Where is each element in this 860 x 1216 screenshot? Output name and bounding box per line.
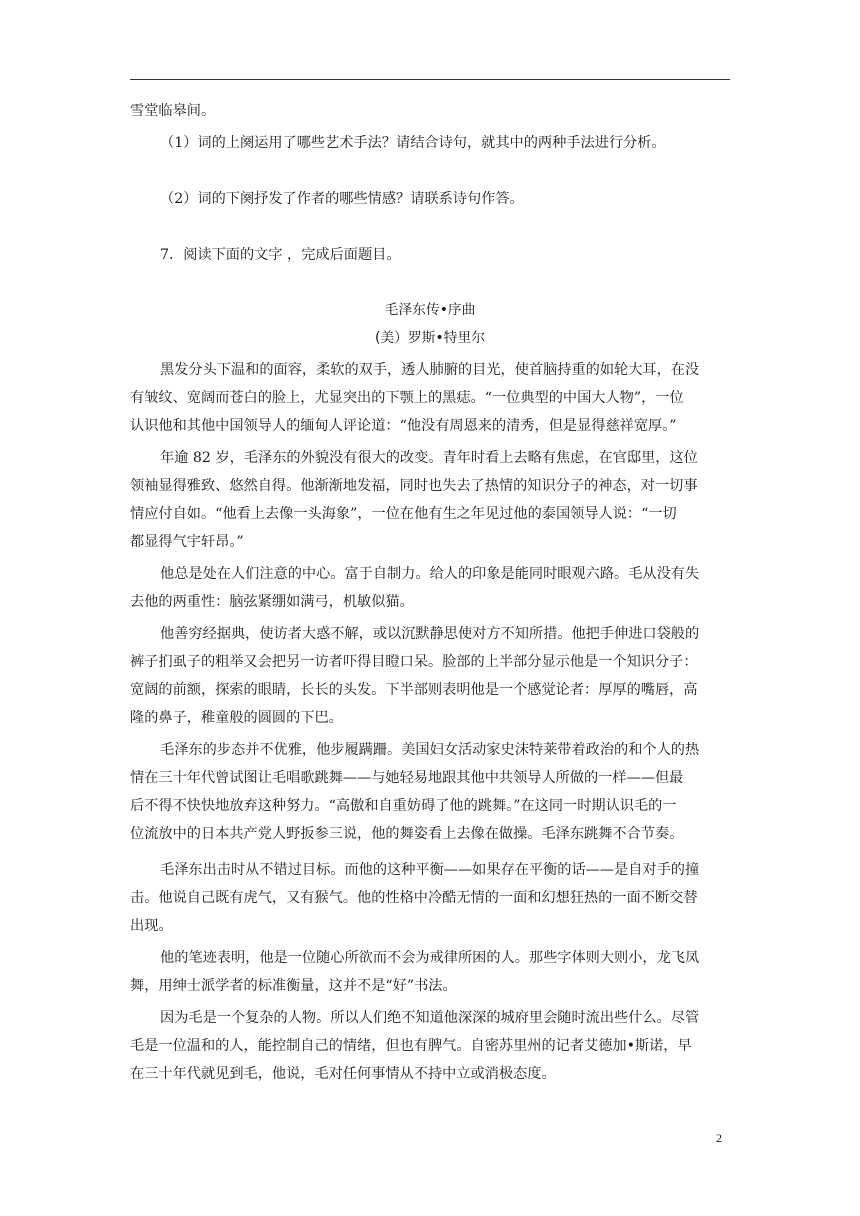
article-line: 情在三十年代曾试图让毛唱歌跳舞——与她轻易地跟其他中共领导人所做的一样——但最 — [130, 770, 684, 786]
article-line: 舞，用绅士派学者的标准衡量，这并不是“好”书法。 — [130, 978, 457, 994]
article-line: 因为毛是一个复杂的人物。所以人们绝不知道他深深的城府里会随时流出些什么。尽管 — [160, 1010, 700, 1026]
article-title: 毛泽东传•序曲 — [384, 302, 476, 318]
article-author: (美）罗斯•特里尔 — [374, 330, 486, 346]
article-line: 有皱纹、宽阔而苍白的脸上，尤显突出的下颚上的黑痣。“一位典型的中国大人物”，一位 — [130, 390, 684, 406]
article-line: 位流放中的日本共产党人野扳参三说，他的舞姿看上去像在做操。毛泽东跳舞不合节奏。 — [130, 826, 684, 842]
article-line: 裤子扪虱子的粗举又会把另一访者吓得目瞪口呆。脸部的上半部分显示他是一个知识分子： — [130, 654, 698, 670]
article-line: 在三十年代就见到毛，他说，毛对任何事情从不持中立或消极态度。 — [130, 1066, 556, 1082]
article-line: 他总是处在人们注意的中心。富于自制力。给人的印象是能同时眼观六路。毛从没有失 — [160, 566, 700, 582]
article-line: 隆的鼻子，稚童般的圆圆的下巴。 — [130, 710, 343, 726]
article-line: 后不得不快快地放弃这种努力。“高傲和自重妨碍了他的跳舞。”在这同一时期认识毛的一 — [130, 798, 677, 814]
question-1: （1）词的上阕运用了哪些艺术手法？请结合诗句，就其中的两种手法进行分析。 — [160, 135, 666, 151]
task-heading: 7．阅读下面的文字 ，完成后面题目。 — [160, 247, 401, 263]
article-line: 情应付自如。“他看上去像一头海象”，一位在他有生之年见过他的泰国领导人说：“一切 — [130, 506, 677, 522]
header-rule — [130, 79, 730, 80]
article-line: 击。他说自己既有虎气，又有猴气。他的性格中冷酷无情的一面和幻想狂热的一面不断交替 — [130, 890, 698, 906]
article-line: 都显得气宇轩昂。” — [130, 534, 244, 550]
article-line: 宽阔的前额，探索的眼睛，长长的头发。下半部则表明他是一个感觉论者：厚厚的嘴唇，高 — [130, 682, 698, 698]
question-2: （2）词的下阕抒发了作者的哪些情感？请联系诗句作答。 — [160, 191, 524, 207]
article-line: 毛泽东出击时从不错过目标。而他的这种平衡——如果存在平衡的话——是自对手的撞 — [160, 862, 700, 878]
article-line: 认识他和其他中国领导人的缅甸人评论道：“他没有周恩来的清秀，但是显得慈祥宽厚。” — [130, 418, 677, 434]
article-line: 出现。 — [130, 918, 173, 934]
article-line: 年逾 82 岁，毛泽东的外貌没有很大的改变。青年时看上去略有焦虑，在官邸里，这位 — [160, 450, 698, 466]
page-number: 2 — [716, 1131, 722, 1145]
article-line: 他善穷经据典，使访者大惑不解，或以沉默静思使对方不知所措。他把手伸进口袋般的 — [160, 626, 700, 642]
article-line: 黑发分头下温和的面容，柔软的双手，透人肺腑的目光，使首脑持重的如轮大耳，在没 — [160, 362, 700, 378]
previous-poem-line: 雪堂临皋间。 — [130, 103, 216, 119]
article-line: 去他的两重性：脑弦紧绷如满弓，机敏似猫。 — [130, 594, 414, 610]
article-line: 领袖显得雅致、悠然自得。他渐渐地发福，同时也失去了热情的知识分子的神态，对一切事 — [130, 478, 698, 494]
article-line: 毛是一位温和的人，能控制自己的情绪，但也有脾气。自密苏里州的记者艾德加•斯诺，早 — [130, 1038, 692, 1054]
article-line: 他的笔迹表明，他是一位随心所欲而不会为戒律所困的人。那些字体则大则小，龙飞凤 — [160, 950, 700, 966]
article-line: 毛泽东的步态并不优雅，他步履蹒跚。美国妇女活动家史沫特莱带着政治的和个人的热 — [160, 742, 700, 758]
